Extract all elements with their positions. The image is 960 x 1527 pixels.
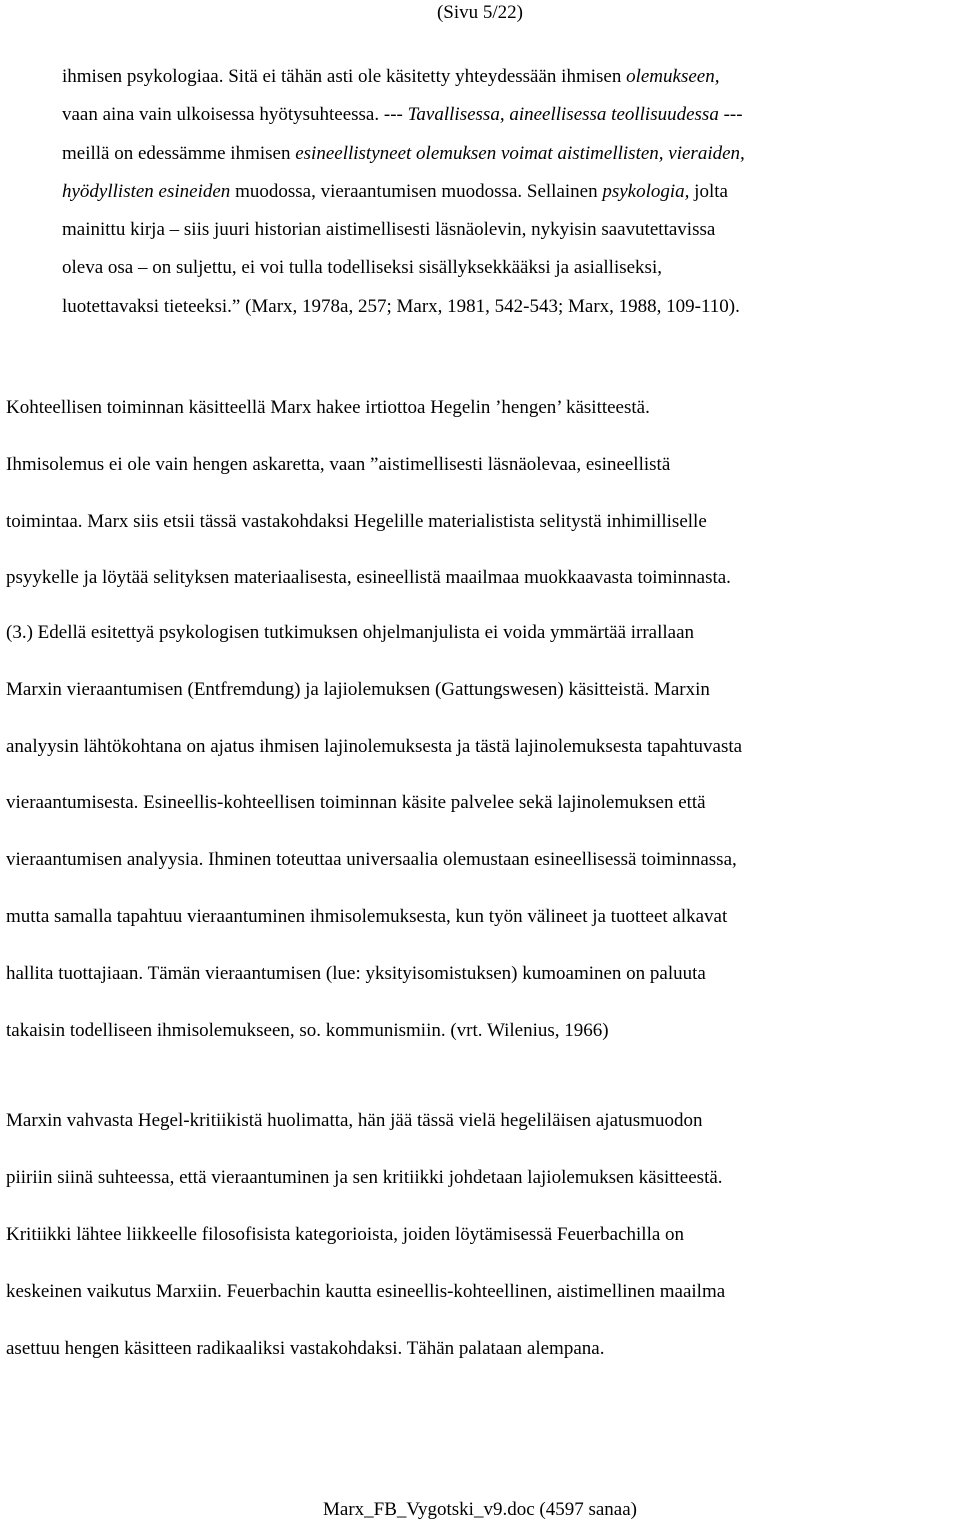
paragraph-line: takaisin todelliseen ihmisolemukseen, so. kommunismiin. (vrt. Wilenius, 1966) [6,1019,609,1041]
paragraph-line: Marxin vieraantumisen (Entfremdung) ja lajiolemuksen (Gattungswesen) käsitteistä. Marxin [6,678,710,700]
paragraph-line: toimintaa. Marx siis etsii tässä vastakohdaksi Hegelille materialistista selitystä inhimilliselle [6,510,707,532]
quote-line-4: hyödyllisten esineiden muodossa, vieraantumisen muodossa. Sellainen psykologia, jolta [62,180,728,202]
paragraph-line: vieraantumisen analyysia. Ihminen toteuttaa universaalia olemustaan esineellisessä toiminnassa, [6,849,737,871]
paragraph-1 [6,380,956,607]
paragraph-2 [6,605,956,1059]
paragraph-line: hallita tuottajiaan. Tämän vieraantumisen (lue: yksityisomistuksen) kumoaminen on paluuta [6,962,706,984]
quote-line-1: ihmisen psykologiaa. Sitä ei tähän asti ole käsitetty yhteydessään ihmisen olemukseen, [62,66,720,87]
paragraph-line: asettuu hengen käsitteen radikaaliksi vastakohdaksi. Tähän palataan alempana. [6,1337,605,1359]
paragraph-line: vieraantumisesta. Esineellis-kohteellisen toiminnan käsite palvelee sekä lajinolemuksen että [6,792,706,814]
quote-line-2: vaan aina vain ulkoisessa hyötysuhteessa. --- Tavallisessa, aineellisessa teollisuudessa --- [62,104,743,126]
block-quote [62,58,942,326]
quote-line-3: meillä on edessämme ihmisen esineellistyneet olemuksen voimat aistimellisten, vieraiden, [62,142,745,164]
quote-line-7: luotettavaksi tieteeksi.” (Marx, 1978a, 257; Marx, 1981, 542-543; Marx, 1988, 109-110). [62,295,740,317]
paragraph-line: Marxin vahvasta Hegel-kritiikistä huolimatta, hän jää tässä vielä hegeliläisen ajatusmuodon [6,1110,703,1131]
paragraph-line: Kritiikki lähtee liikkeelle filosofisista kategorioista, joiden löytämisessä Feuerbachilla on [6,1223,685,1245]
page-number-header: (Sivu 5/22) [436,2,524,23]
paragraph-line: psyykelle ja löytää selityksen materiaalisesta, esineellistä maailmaa muokkaavasta toiminnasta. [6,567,731,589]
quote-line-5: mainittu kirja – siis juuri historian aistimellisesti läsnäolevin, nykyisin saavutettavissa [62,219,716,241]
paragraph-3 [6,1093,956,1378]
paragraph-line: piiriin siinä suhteessa, että vieraantuminen ja sen kritiikki johdetaan lajiolemuksen käsitteestä. [6,1166,723,1188]
quote-line-6: oleva osa – on suljettu, ei voi tulla todelliseksi sisällyksekkääksi ja asialliseksi, [62,257,662,279]
document-footer: Marx_FB_Vygotski_v9.doc (4597 sanaa) [323,1499,637,1520]
paragraph-line: keskeinen vaikutus Marxiin. Feuerbachin kautta esineellis-kohteellinen, aistimellinen maailma [6,1280,726,1302]
paragraph-line: Ihmisolemus ei ole vain hengen askaretta, vaan ”aistimellisesti läsnäolevaa, esineellistä [6,453,671,475]
paragraph-line: analyysin lähtökohtana on ajatus ihmisen lajinolemuksesta ja tästä lajinolemuksesta tapahtuvasta [6,735,743,757]
paragraph-line: Kohteellisen toiminnan käsitteellä Marx hakee irtiottoa Hegelin ’hengen’ käsitteestä. [6,397,650,418]
paragraph-line: mutta samalla tapahtuu vieraantuminen ihmisolemuksesta, kun työn välineet ja tuotteet alkavat [6,905,728,927]
paragraph-line: (3.) Edellä esitettyä psykologisen tutkimuksen ohjelmanjulista ei voida ymmärtää irrallaan [6,622,695,643]
